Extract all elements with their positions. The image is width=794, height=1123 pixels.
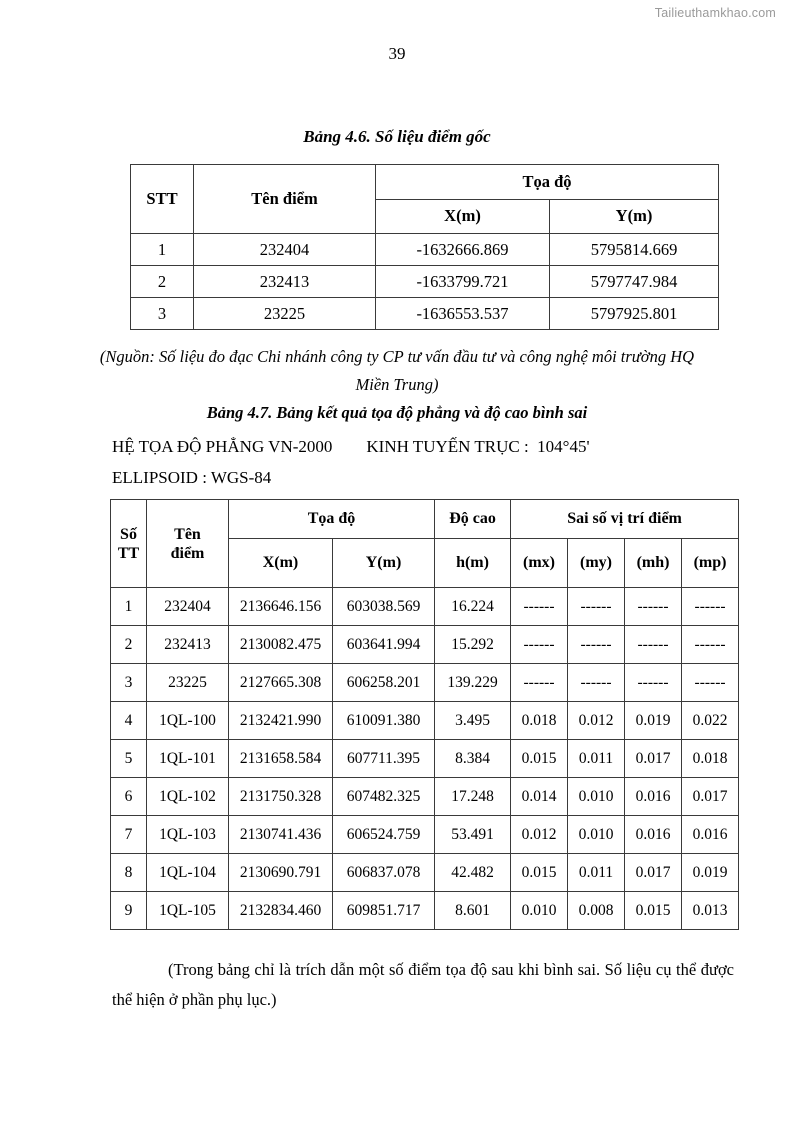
cell-mx: 0.010 <box>511 892 568 930</box>
cell-ten-diem: 1QL-102 <box>147 778 229 816</box>
cell-y: 610091.380 <box>333 702 435 740</box>
cell-my: ------ <box>568 664 625 702</box>
table-47 <box>110 499 739 930</box>
table-row <box>111 816 739 854</box>
cell-mx: 0.018 <box>511 702 568 740</box>
cell-x: 2130690.791 <box>229 854 333 892</box>
table-row <box>131 266 719 298</box>
cell-ten-diem: 232404 <box>194 234 376 266</box>
header-ten-diem <box>147 500 229 588</box>
cell-mp: 0.013 <box>682 892 739 930</box>
table-row <box>131 234 719 266</box>
cell-my: 0.008 <box>568 892 625 930</box>
cell-y: 603038.569 <box>333 588 435 626</box>
cell-mp: 0.019 <box>682 854 739 892</box>
table-row <box>131 298 719 330</box>
cell-mh: 0.015 <box>625 892 682 930</box>
header-so-tt <box>111 500 147 588</box>
cell-ten-diem: 1QL-104 <box>147 854 229 892</box>
cell-ten-diem: 23225 <box>194 298 376 330</box>
cell-mh: 0.017 <box>625 854 682 892</box>
cell-stt: 2 <box>131 266 194 298</box>
cell-stt: 6 <box>111 778 147 816</box>
cell-mp: 0.017 <box>682 778 739 816</box>
table-46 <box>130 164 719 330</box>
table-46-source-note: (Nguồn: Số liệu đo đạc Chi nhánh công ty CP tư vấn đầu tư và công nghệ môi trường HQ Miền Trung) <box>99 347 695 394</box>
table-row <box>111 854 739 892</box>
cell-y: 606524.759 <box>333 816 435 854</box>
header-diem-label: điểm <box>170 544 205 562</box>
header-tt-label: TT <box>117 544 140 562</box>
cell-mh: ------ <box>625 588 682 626</box>
header-sai-so: Sai số vị trí điểm <box>511 500 739 539</box>
header-toa-do: Tọa độ <box>376 165 719 200</box>
cell-mh: 0.016 <box>625 778 682 816</box>
cell-mp: ------ <box>682 588 739 626</box>
header-do-cao: Độ cao <box>435 500 511 539</box>
cell-mh: 0.019 <box>625 702 682 740</box>
cell-h: 139.229 <box>435 664 511 702</box>
cell-y: 606837.078 <box>333 854 435 892</box>
cell-y: 5797747.984 <box>550 266 719 298</box>
cell-mh: 0.017 <box>625 740 682 778</box>
cell-h: 3.495 <box>435 702 511 740</box>
cell-x: 2127665.308 <box>229 664 333 702</box>
header-my: (my) <box>568 539 625 588</box>
cell-ten-diem: 232413 <box>147 626 229 664</box>
header-ten-label: Tên <box>174 525 201 543</box>
cell-my: 0.011 <box>568 854 625 892</box>
header-h: h(m) <box>435 539 511 588</box>
table-row <box>111 664 739 702</box>
cell-ten-diem: 23225 <box>147 664 229 702</box>
cell-my: 0.010 <box>568 816 625 854</box>
table-47-caption: Bảng 4.7. Bảng kết quả tọa độ phẳng và độ cao bình sai <box>206 403 588 422</box>
cell-y: 5797925.801 <box>550 298 719 330</box>
cell-h: 8.384 <box>435 740 511 778</box>
cell-mx: 0.014 <box>511 778 568 816</box>
cell-mx: 0.015 <box>511 854 568 892</box>
cell-stt: 8 <box>111 854 147 892</box>
cell-stt: 7 <box>111 816 147 854</box>
cell-mp: ------ <box>682 664 739 702</box>
cell-x: 2132421.990 <box>229 702 333 740</box>
cell-mx: ------ <box>511 588 568 626</box>
header-so-label: Số <box>120 525 137 543</box>
cell-mx: 0.012 <box>511 816 568 854</box>
cell-stt: 4 <box>111 702 147 740</box>
cell-y: 606258.201 <box>333 664 435 702</box>
table-47-header-row-1 <box>111 500 739 539</box>
cell-mx: 0.015 <box>511 740 568 778</box>
cell-ten-diem: 1QL-105 <box>147 892 229 930</box>
cell-y: 609851.717 <box>333 892 435 930</box>
cell-stt: 5 <box>111 740 147 778</box>
cell-mp: 0.016 <box>682 816 739 854</box>
cell-mh: ------ <box>625 664 682 702</box>
cell-ten-diem: 1QL-101 <box>147 740 229 778</box>
cell-ten-diem: 232413 <box>194 266 376 298</box>
header-y: Y(m) <box>333 539 435 588</box>
cell-stt: 1 <box>111 588 147 626</box>
cell-mp: ------ <box>682 626 739 664</box>
header-x: X(m) <box>376 199 550 234</box>
header-x: X(m) <box>229 539 333 588</box>
table-row <box>111 778 739 816</box>
header-stt: STT <box>131 165 194 234</box>
cell-x: 2132834.460 <box>229 892 333 930</box>
table-row <box>111 626 739 664</box>
cell-x: 2130082.475 <box>229 626 333 664</box>
cell-my: 0.012 <box>568 702 625 740</box>
cell-stt: 3 <box>111 664 147 702</box>
header-mp: (mp) <box>682 539 739 588</box>
cell-x: 2131658.584 <box>229 740 333 778</box>
cell-x: -1636553.537 <box>376 298 550 330</box>
cell-ten-diem: 1QL-100 <box>147 702 229 740</box>
cell-x: 2131750.328 <box>229 778 333 816</box>
cell-y: 607482.325 <box>333 778 435 816</box>
table-46-caption: Bảng 4.6. Số liệu điểm gốc <box>303 127 491 146</box>
table-row <box>111 702 739 740</box>
header-toa-do: Tọa độ <box>229 500 435 539</box>
cell-h: 53.491 <box>435 816 511 854</box>
table-47-footer-note: (Trong bảng chỉ là trích dẫn một số điểm tọa độ sau khi bình sai. Số liệu cụ thể được thể hiện ở phần phụ lục.) <box>112 960 734 1009</box>
cell-stt: 9 <box>111 892 147 930</box>
header-ten-diem: Tên điểm <box>194 165 376 234</box>
cell-my: 0.010 <box>568 778 625 816</box>
cell-mx: ------ <box>511 664 568 702</box>
table-row <box>111 588 739 626</box>
header-y: Y(m) <box>550 199 719 234</box>
table-row <box>111 892 739 930</box>
cell-my: ------ <box>568 626 625 664</box>
page-number: 39 <box>388 44 406 63</box>
cell-mh: ------ <box>625 626 682 664</box>
cell-h: 42.482 <box>435 854 511 892</box>
table-46-header-row-1 <box>131 165 719 200</box>
cell-my: 0.011 <box>568 740 625 778</box>
header-mh: (mh) <box>625 539 682 588</box>
cell-x: 2130741.436 <box>229 816 333 854</box>
cell-y: 607711.395 <box>333 740 435 778</box>
cell-mh: 0.016 <box>625 816 682 854</box>
cell-stt: 2 <box>111 626 147 664</box>
ellipsoid-line: ELLIPSOID : WGS-84 <box>112 468 272 487</box>
cell-ten-diem: 1QL-103 <box>147 816 229 854</box>
cell-mp: 0.022 <box>682 702 739 740</box>
cell-y: 5795814.669 <box>550 234 719 266</box>
cell-stt: 1 <box>131 234 194 266</box>
cell-mx: ------ <box>511 626 568 664</box>
table-47-body <box>111 588 739 930</box>
cell-x: 2136646.156 <box>229 588 333 626</box>
cell-h: 17.248 <box>435 778 511 816</box>
cell-ten-diem: 232404 <box>147 588 229 626</box>
cell-my: ------ <box>568 588 625 626</box>
cell-h: 8.601 <box>435 892 511 930</box>
coordinate-system-line: HỆ TỌA ĐỘ PHẲNG VN-2000 KINH TUYẾN TRỤC : 104°45' <box>112 437 590 456</box>
cell-x: -1632666.869 <box>376 234 550 266</box>
cell-x: -1633799.721 <box>376 266 550 298</box>
cell-h: 15.292 <box>435 626 511 664</box>
watermark-text: Tailieuthamkhao.com <box>654 6 776 20</box>
cell-h: 16.224 <box>435 588 511 626</box>
cell-mp: 0.018 <box>682 740 739 778</box>
cell-stt: 3 <box>131 298 194 330</box>
cell-y: 603641.994 <box>333 626 435 664</box>
header-mx: (mx) <box>511 539 568 588</box>
table-row <box>111 740 739 778</box>
